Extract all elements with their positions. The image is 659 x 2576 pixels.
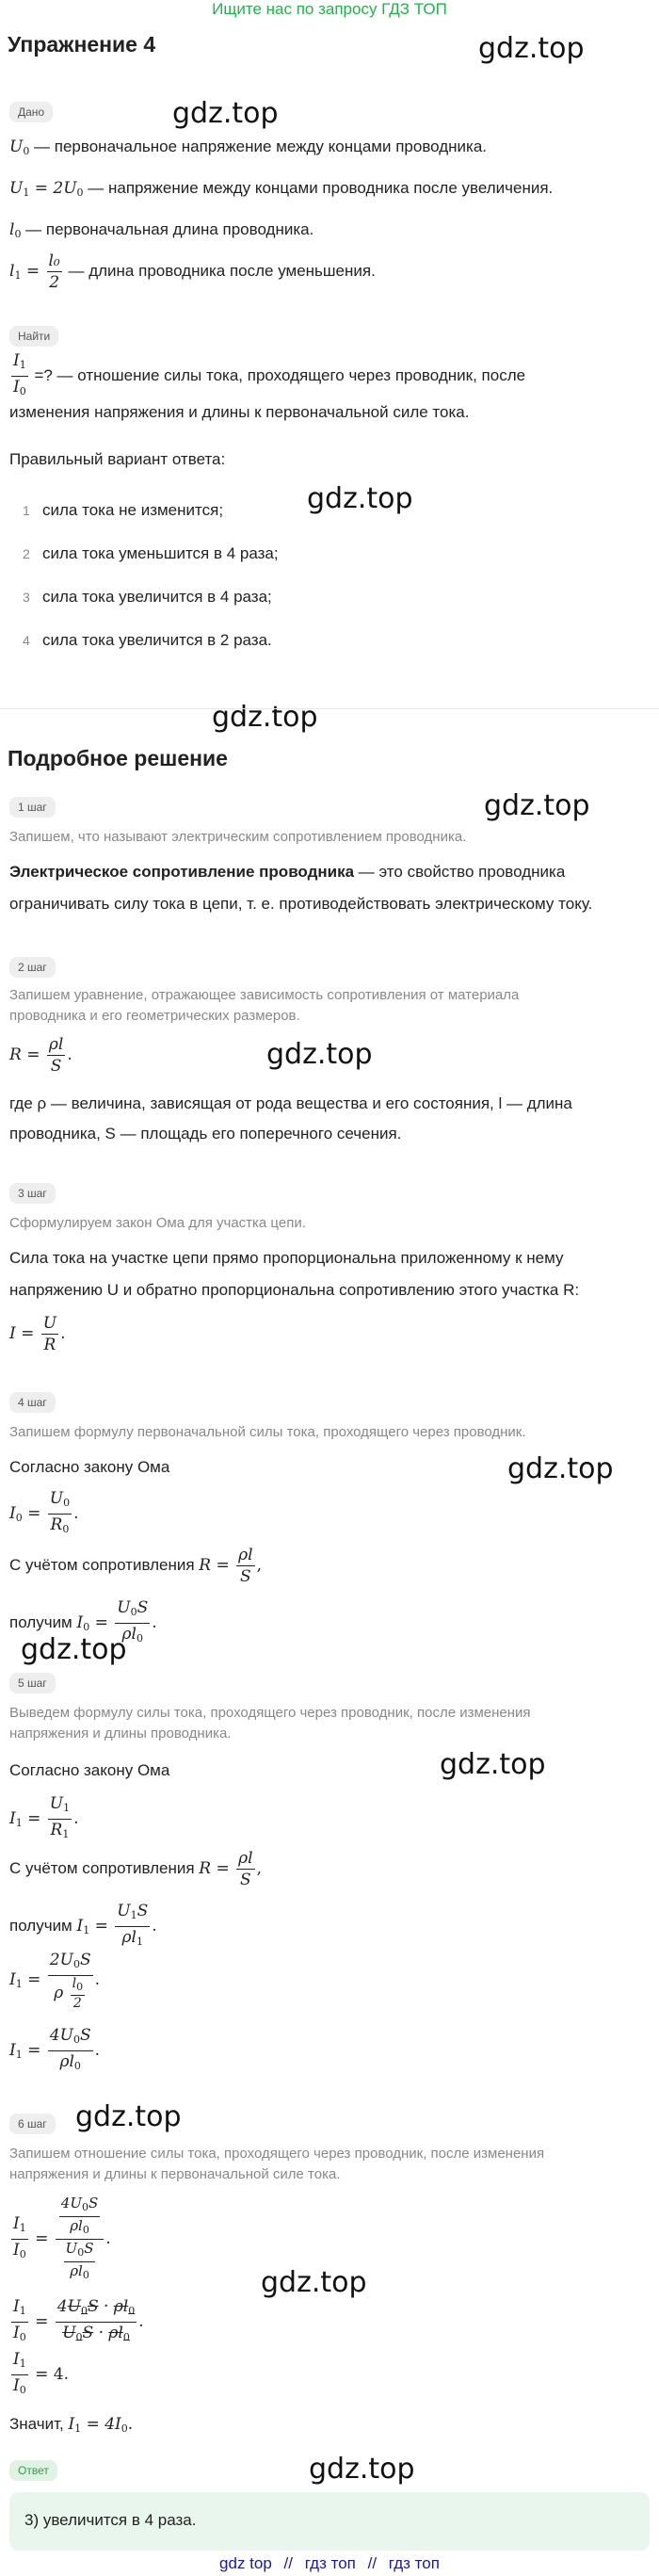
formula-i0: $I_0$ = $\frac{U_0}{R_0}$ .	[9, 1489, 79, 1535]
answer-text: 3) увеличится в 4 раза.	[24, 2511, 197, 2529]
given-line-4: $l_1$ = $\frac{\text{l₀}}{2}$ — длина проводника после уменьшения.	[9, 251, 376, 292]
step-5-chip: 5 шаг	[9, 1673, 56, 1693]
formula-ratio-cancel: $\frac{I_1}{I_0}$ = $\frac{4U_0S \cdot \rho l_0}{U_0S \cdot \rho l_0}$ .	[13, 2297, 144, 2343]
given-line-3: $l_0$ — первоначальная длина проводника.	[9, 220, 314, 240]
formula-i1-result: $I_1$ = $\frac{4U_0S}{\rho l_0}$ .	[9, 2026, 100, 2072]
watermark: gdz.top	[212, 701, 318, 734]
page-title: Упражнение 4	[8, 32, 156, 57]
option-3[interactable]: сила тока увеличится в 4 раза;	[42, 588, 272, 606]
watermark: gdz.top	[75, 2100, 182, 2133]
footer-separator: //	[367, 2554, 378, 2572]
option-2[interactable]: сила тока уменьшится в 4 раза;	[42, 544, 279, 562]
formula-ohm: I = $\frac{U}{R}$ .	[9, 1314, 66, 1354]
watermark: gdz.top	[507, 1452, 614, 1485]
find-chip: Найти	[9, 326, 58, 347]
option-number: 4	[23, 633, 30, 648]
footer-link[interactable]: гдз топ	[304, 2554, 356, 2572]
step-4-hint: Запишем формулу первоначальной силы тока, проходящего через проводник.	[9, 1424, 526, 1440]
step-3-hint: Сформулируем закон Ома для участка цепи.	[9, 1215, 306, 1231]
watermark: gdz.top	[266, 1038, 373, 1071]
footer-link[interactable]: гдз топ	[388, 2554, 440, 2572]
step-3-line-2: напряжению U и обратно пропорциональна сопротивлению этого участка R:	[9, 1281, 580, 1299]
answer-box	[9, 2492, 650, 2551]
step-4-ohm: Согласно закону Ома	[9, 1458, 170, 1476]
footer-links	[0, 2554, 659, 2573]
step-2-line-1: где ρ — величина, зависящая от рода вещества и его состояния, l — длина	[9, 1094, 572, 1112]
find-line-1: $\frac{I_1}{I_0}$ =? — отношение силы тока, проходящего через проводник, после	[13, 351, 526, 397]
step-2-line-2: проводника, S — площадь его поперечного сечения.	[9, 1125, 402, 1142]
step-5-hint-1: Выведем формулу силы тока, проходящего через проводник, после изменения	[9, 1705, 531, 1721]
watermark: gdz.top	[261, 2266, 367, 2299]
given-line-1: $U_0$ — первоначальное напряжение между концами проводника.	[9, 138, 488, 157]
divider	[0, 708, 659, 709]
step-6-chip: 6 шаг	[9, 2114, 56, 2134]
option-4[interactable]: сила тока увеличится в 2 раза.	[42, 631, 272, 649]
step-4-get: получим $I_0$ = $\frac{U_0S}{\rho l_0}$ .	[9, 1598, 157, 1644]
watermark: gdz.top	[21, 1633, 127, 1666]
watermark: gdz.top	[440, 1748, 546, 1781]
solution-title: Подробное решение	[8, 746, 228, 770]
formula-i1: $I_1$ = $\frac{U_1}{R_1}$ .	[9, 1794, 79, 1840]
formula-resistance: R = $\frac{\rho l}{S}$ .	[9, 1035, 72, 1076]
formula-i1-sub: $I_1$ = $2U_0S$ ρ $\frac{l_0}{2}$ .	[9, 1951, 100, 2011]
step-2-hint-2: проводника и его геометрических размеров.	[9, 1008, 300, 1024]
step-6-hint-1: Запишем отношение силы тока, проходящего через проводник, после изменения	[9, 2146, 545, 2162]
watermark: gdz.top	[172, 97, 279, 130]
step-3-line-1: Сила тока на участке цепи прямо пропорциональна приложенному к нему	[9, 1249, 564, 1267]
watermark: gdz.top	[309, 2453, 415, 2486]
step-6-hint-2: напряжения и длины к первоначальной силе тока.	[9, 2166, 341, 2182]
option-number: 2	[23, 546, 30, 561]
step-4-with: С учётом сопротивления R = $\frac{\rho l}{S}$ ,	[9, 1546, 262, 1586]
step-1-chip: 1 шаг	[9, 797, 56, 818]
correct-label: Правильный вариант ответа:	[9, 450, 226, 468]
step-1-line-2: ограничивать силу тока в цепи, т. е. противодействовать электрическому току.	[9, 895, 593, 913]
step-2-chip: 2 шаг	[9, 957, 56, 978]
footer-link[interactable]: gdz top	[219, 2554, 272, 2572]
step-3-chip: 3 шаг	[9, 1183, 56, 1204]
search-banner[interactable]: Ищите нас по запросу ГДЗ ТОП	[212, 0, 447, 18]
conclusion: Значит, $I_1 = 4I_0$.	[9, 2415, 134, 2435]
answer-chip: Ответ	[9, 2460, 57, 2481]
given-line-2: $U_1 = 2U_0$ — напряжение между концами проводника после увеличения.	[9, 179, 554, 199]
formula-ratio: $\frac{I_1}{I_0}$ = $\frac{\frac{4U_0S}{\rho l_0}}{\frac{U_0S}{\rho l_0}}$ .	[13, 2195, 111, 2281]
option-1[interactable]: сила тока не изменится;	[42, 501, 224, 519]
step-5-with: С учётом сопротивления R = $\frac{\rho l}{S}$ ,	[9, 1849, 262, 1889]
watermark: gdz.top	[484, 789, 590, 822]
footer-separator: //	[283, 2554, 293, 2572]
step-1-line-1: Электрическое сопротивление проводника — это свойство проводника	[9, 863, 566, 881]
find-line-2: изменения напряжения и длины к первоначальной силе тока.	[9, 403, 470, 421]
option-number: 3	[23, 590, 30, 605]
given-chip: Дано	[9, 102, 53, 122]
watermark: gdz.top	[478, 32, 585, 65]
step-5-ohm: Согласно закону Ома	[9, 1761, 170, 1779]
watermark: gdz.top	[307, 482, 413, 515]
step-4-chip: 4 шаг	[9, 1392, 56, 1413]
step-5-hint-2: напряжения и длины проводника.	[9, 1725, 232, 1742]
step-5-get: получим $I_1$ = $\frac{U_1S}{\rho l_1}$ .	[9, 1902, 157, 1948]
step-1-hint: Запишем, что называют электрическим сопротивлением проводника.	[9, 829, 467, 845]
step-2-hint-1: Запишем уравнение, отражающее зависимость сопротивления от материала	[9, 987, 520, 1003]
formula-ratio-result: $\frac{I_1}{I_0}$ = 4.	[13, 2350, 69, 2396]
option-number: 1	[23, 503, 30, 518]
